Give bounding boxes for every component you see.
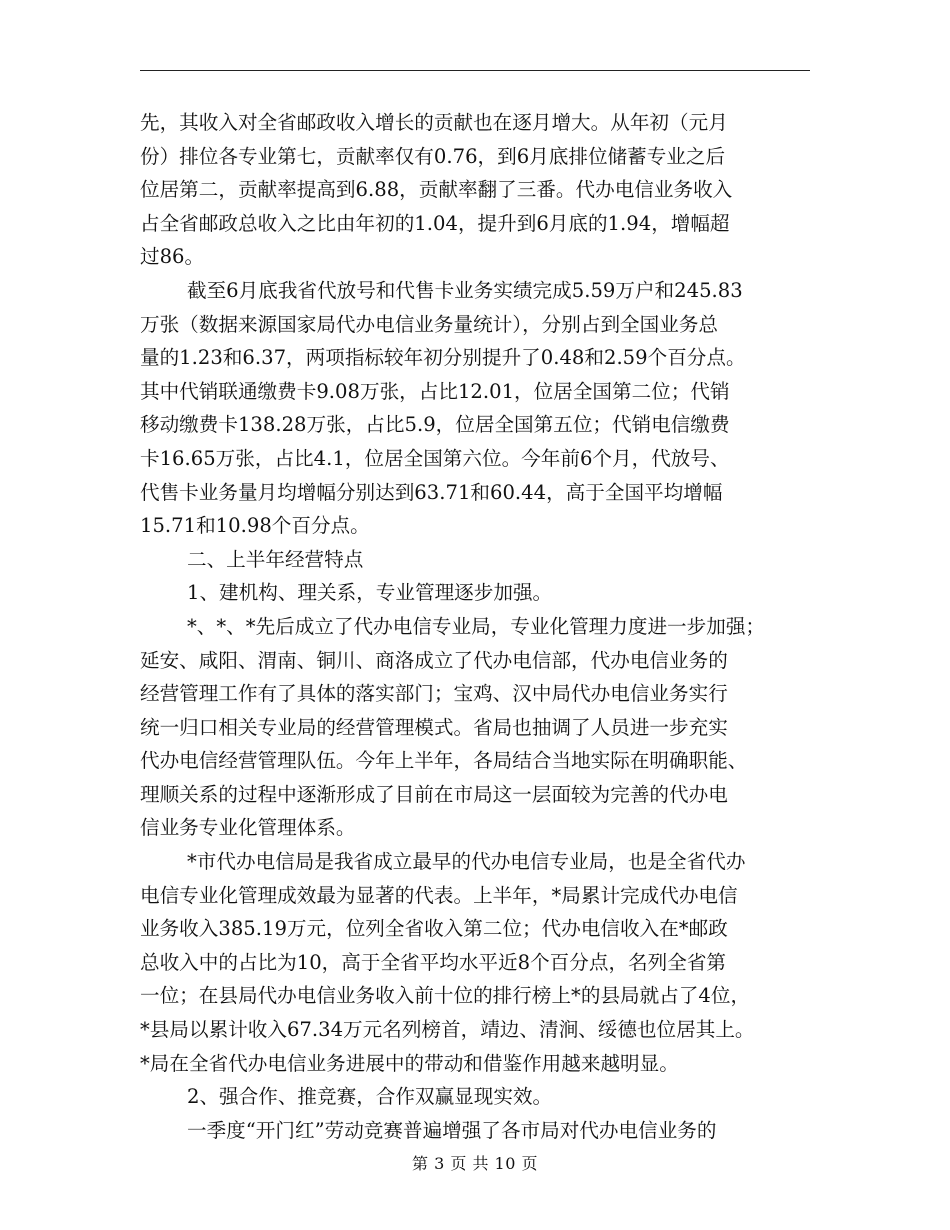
text-line: 先，其收入对全省邮政收入增长的贡献也在逐月增大。从年初（元月	[140, 111, 728, 134]
header-rule	[140, 70, 810, 71]
section-heading: 二、上半年经营特点	[187, 547, 364, 571]
text-line: 总收入中的占比为10，高于全省平均水平近8个百分点，名列全省第	[140, 950, 727, 974]
text-line: *局在全省代办电信业务进展中的带动和借鉴作用越来越明显。	[140, 1051, 679, 1075]
subsection-heading: 1、建机构、理关系，专业管理逐步加强。	[187, 581, 553, 605]
text-line: 经营管理工作有了具体的落实部门；宝鸡、汉中局代办电信业务实行	[140, 682, 728, 706]
page-number-footer: 第 3 页 共 10 页	[412, 1154, 538, 1173]
text-line: 万张（数据来源国家局代办电信业务量统计），分别占到全国业务总	[140, 312, 719, 336]
text-line: *县局以累计收入67.34万元名列榜首，靖边、清涧、绥德也位居其上。	[140, 1018, 755, 1042]
text-line: 15.71和10.98个百分点。	[140, 514, 370, 538]
text-line: 过86。	[140, 245, 205, 269]
subsection-heading: 2、强合作、推竞赛，合作双赢显现实效。	[187, 1085, 553, 1109]
paragraph-start-line: *市代办电信局是我省成立最早的代办电信专业局，也是全省代办	[187, 850, 746, 874]
text-line: 其中代销联通缴费卡9.08万张，占比12.01，位居全国第二位；代销	[140, 379, 730, 403]
text-line: 业务收入385.19万元，位列全省收入第二位；代办电信收入在*邮政	[140, 917, 728, 941]
text-line: 信业务专业化管理体系。	[140, 816, 356, 840]
paragraph-start-line: 一季度“开门红”劳动竞赛普遍增强了各市局对代办电信业务的	[187, 1118, 717, 1142]
paragraph-start-line: 截至6月底我省代放号和代售卡业务实绩完成5.59万户和245.83	[187, 278, 743, 302]
text-line: 理顺关系的过程中逐渐形成了目前在市局这一层面较为完善的代办电	[140, 782, 728, 806]
text-line: 一位；在县局代办电信业务收入前十位的排行榜上*的县局就占了4位，	[140, 984, 751, 1008]
document-body	[140, 106, 812, 1147]
text-line: 份）排位各专业第七，贡献率仅有0.76，到6月底排位储蓄专业之后	[140, 144, 726, 168]
text-line: 代售卡业务量月均增幅分别达到63.71和60.44，高于全国平均增幅	[140, 480, 723, 504]
text-line: 占全省邮政总收入之比由年初的1.04，提升到6月底的1.94，增幅超	[140, 211, 730, 235]
text-line: 位居第二，贡献率提高到6.88，贡献率翻了三番。代办电信业务收入	[140, 178, 733, 202]
paragraph-start-line: *、*、*先后成立了代办电信专业局，专业化管理力度进一步加强；	[187, 614, 766, 638]
text-line: 统一归口相关专业局的经营管理模式。省局也抽调了人员进一步充实	[140, 715, 728, 739]
text-line: 卡16.65万张，占比4.1，位居全国第六位。今年前6个月，代放号、	[140, 446, 730, 470]
text-line: 量的1.23和6.37，两项指标较年初分别提升了0.48和2.59个百分点。	[140, 346, 746, 370]
text-line: 电信专业化管理成效最为显著的代表。上半年，*局累计完成代办电信	[140, 883, 738, 907]
text-line: 移动缴费卡138.28万张，占比5.9，位居全国第五位；代销电信缴费	[140, 413, 730, 437]
text-line: 延安、咸阳、渭南、铜川、商洛成立了代办电信部，代办电信业务的	[140, 648, 728, 672]
text-line: 代办电信经营管理队伍。今年上半年，各局结合当地实际在明确职能、	[140, 749, 748, 773]
